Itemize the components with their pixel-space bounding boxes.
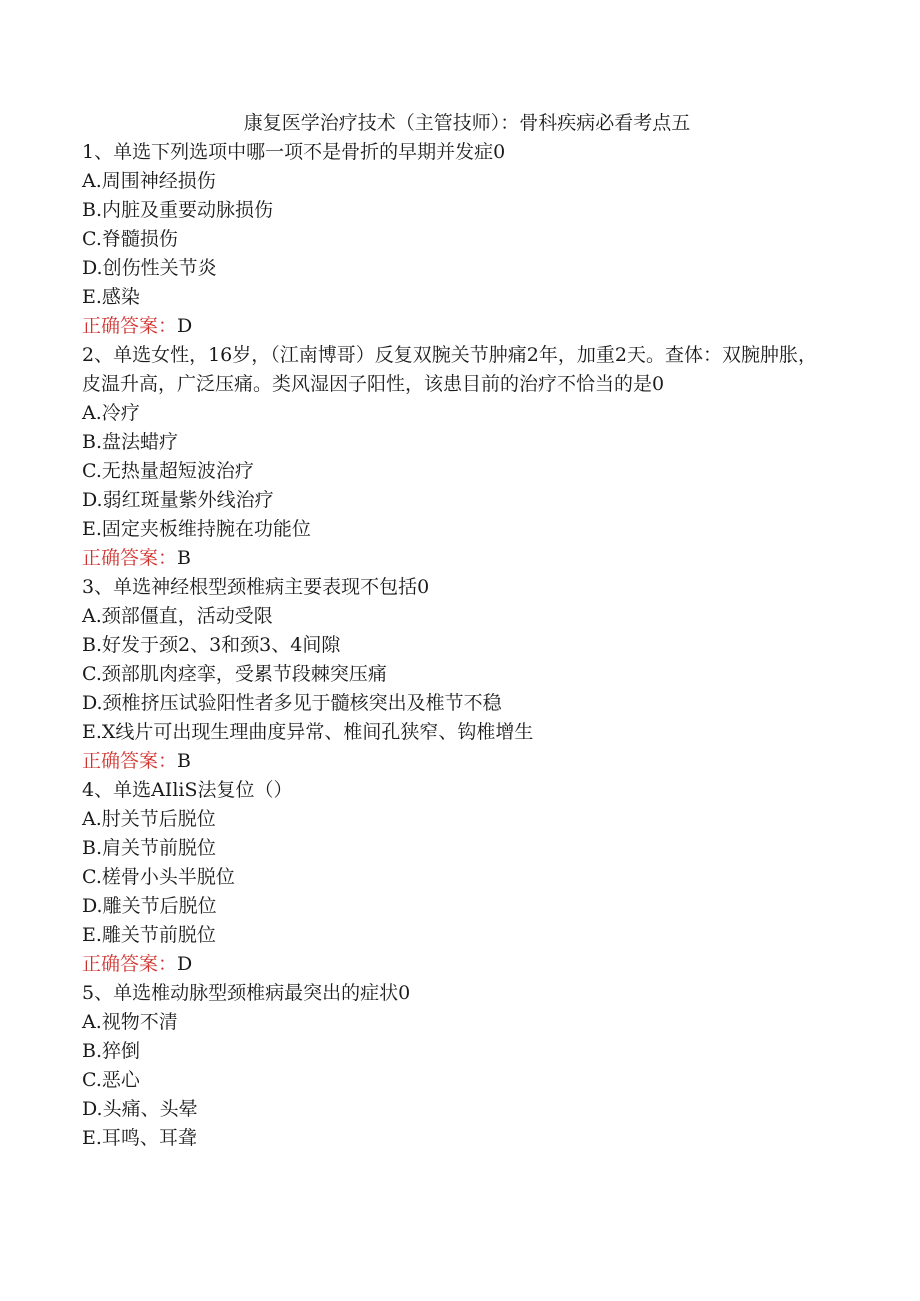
question-2 xyxy=(82,341,822,573)
option-c: C.脊髓损伤 xyxy=(82,228,178,250)
option-a: A.周围神经损伤 xyxy=(82,170,216,192)
option-c: C.无热量超短波治疗 xyxy=(82,460,254,482)
question-1 xyxy=(82,138,822,341)
option-a: A.冷疗 xyxy=(82,402,140,424)
correct-answer xyxy=(82,312,822,341)
answer-label: 正确答案： xyxy=(82,315,178,337)
option-d: D.弱红斑量紫外线治疗 xyxy=(82,489,274,511)
question-3 xyxy=(82,573,822,776)
answer-value: B xyxy=(177,547,191,569)
answer-value: B xyxy=(177,750,191,772)
option-c: C.恶心 xyxy=(82,1069,140,1091)
option-a: A.视物不清 xyxy=(82,1011,178,1033)
option-a: A.颈部僵直，活动受限 xyxy=(82,605,273,627)
question-4 xyxy=(82,776,822,979)
document-page xyxy=(82,108,822,1153)
document-title: 康复医学治疗技术（主管技师）：骨科疾病必看考点五 xyxy=(243,112,691,134)
option-d: D.创伤性关节炎 xyxy=(82,257,217,279)
option-b: B.盘法蜡疗 xyxy=(82,431,179,453)
option-e: E.X线片可出现生理曲度异常、椎间孔狭窄、钩椎增生 xyxy=(82,721,534,743)
option-d: D.头痛、头晕 xyxy=(82,1098,198,1120)
option-a: A.肘关节后脱位 xyxy=(82,808,216,830)
question-5 xyxy=(82,979,822,1153)
option-c: C.颈部肌肉痉挛，受累节段棘突压痛 xyxy=(82,663,387,685)
option-e: E.固定夹板维持腕在功能位 xyxy=(82,518,311,540)
question-stem: 2、单选女性，16岁，（江南博哥）反复双腕关节肿痛2年，加重2天。查体：双腕肿胀，皮温升高，广泛压痛。类风湿因子阳性，该患目前的治疗不恰当的是0 xyxy=(82,344,817,395)
correct-answer xyxy=(82,544,822,573)
answer-label: 正确答案： xyxy=(82,953,178,975)
option-e: E.感染 xyxy=(82,286,140,308)
question-stem: 5、单选椎动脉型颈椎病最突出的症状0 xyxy=(82,982,411,1004)
option-c: C.槎骨小头半脱位 xyxy=(82,866,235,888)
question-stem: 3、单选神经根型颈椎病主要表现不包括0 xyxy=(82,576,430,598)
option-d: D.雕关节后脱位 xyxy=(82,895,217,917)
option-b: B.内脏及重要动脉损伤 xyxy=(82,199,274,221)
answer-label: 正确答案： xyxy=(82,547,178,569)
answer-label: 正确答案： xyxy=(82,750,178,772)
option-e: E.雕关节前脱位 xyxy=(82,924,216,946)
option-d: D.颈椎挤压试验阳性者多见于髓核突出及椎节不稳 xyxy=(82,692,502,714)
question-stem: 4、单选AIliS法复位（） xyxy=(82,779,293,801)
answer-value: D xyxy=(177,953,193,975)
answer-value: D xyxy=(177,315,193,337)
correct-answer xyxy=(82,950,822,979)
option-b: B.猝倒 xyxy=(82,1040,141,1062)
question-stem: 1、单选下列选项中哪一项不是骨折的早期并发症0 xyxy=(82,141,506,163)
option-e: E.耳鸣、耳聋 xyxy=(82,1127,197,1149)
option-b: B.肩关节前脱位 xyxy=(82,837,217,859)
option-b: B.好发于颈2、3和颈3、4间隙 xyxy=(82,634,341,656)
correct-answer xyxy=(82,747,822,776)
